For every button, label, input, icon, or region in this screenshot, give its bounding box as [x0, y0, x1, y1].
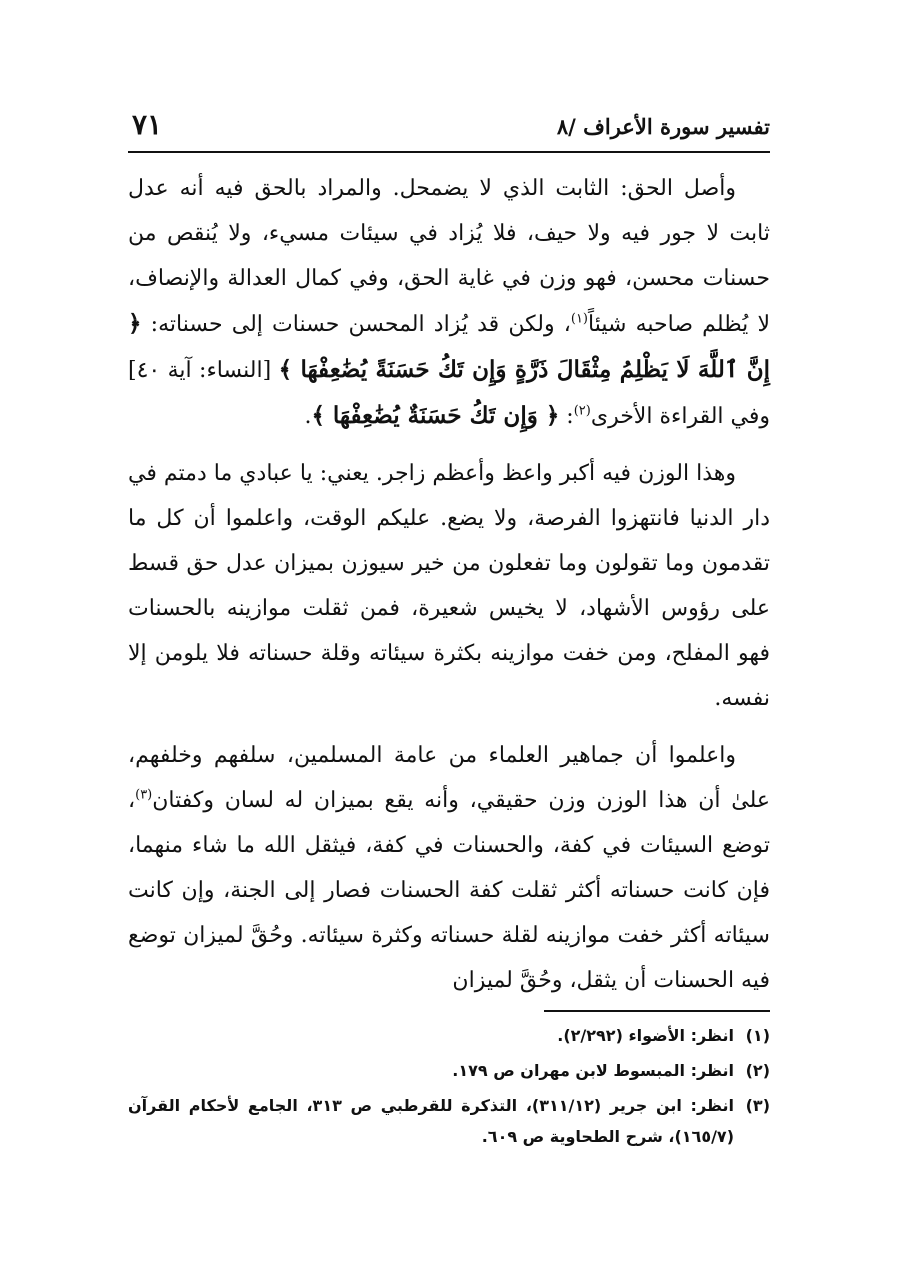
paragraph-1 [128, 166, 770, 439]
paragraph-3 [128, 733, 770, 1003]
footnote-2 [128, 1055, 770, 1086]
footnote-1 [128, 1020, 770, 1051]
footnote-mark: (٣) [745, 1096, 770, 1115]
footnote-rule [544, 1010, 770, 1012]
page-number: ٧١ [132, 108, 163, 141]
text-span: وأصل الحق: الثابت الذي لا يضمحل. والمراد بالحق فيه أنه عدل ثابت لا جور فيه ولا حيف، فلا يُزاد في سيئات مسيء، ولا يُنقص من حسنات محسن، فهو وزن في غاية الحق، وفي كمال العدالة والإنصاف، لا يُظلم صاحبه شيئاً [128, 176, 770, 337]
footnote-text: انظر: ابن جرير (٣١١/١٢)، التذكرة للقرطبي ص ٣١٣، الجامع لأحكام القرآن (١٦٥/٧)، شرح الطحاوية ص ٦٠٩. [128, 1096, 734, 1146]
text-span: . [304, 404, 312, 429]
page-header [128, 108, 770, 148]
text-span: : [559, 404, 574, 429]
quran-verse: ﴿ إِنَّ ٱللَّهَ لَا يَظْلِمُ مِثْقَالَ ذَرَّةٍ وَإِن تَكُ حَسَنَةً يُضَٰعِفْهَا ﴾ [128, 310, 770, 383]
footnote-ref-3[interactable]: (٣) [135, 787, 153, 803]
text-span: ، ولكن قد يُزاد المحسن حسنات إلى حسناته: [141, 312, 571, 337]
footnotes [128, 1020, 770, 1156]
footnote-ref-1[interactable]: (١) [570, 311, 588, 327]
quran-verse: ﴿ وَإِن تَكُ حَسَنَةٌ يُضَٰعِفْهَا ﴾ [311, 402, 560, 429]
footnote-mark: (٢) [745, 1061, 770, 1080]
footnote-mark: (١) [745, 1026, 770, 1045]
text-span: وهذا الوزن فيه أكبر واعظ وأعظم زاجر. يعني: يا عبادي ما دمتم في دار الدنيا فانتهزوا الفرصة، ولا يضع. عليكم الوقت، واعلموا أن كل ما تقدمون وما تقولون وما تفعلون من خير سيوزن بميزان عدل حق قسط على رؤوس الأشهاد، لا يخيس شعيرة، فمن ثقلت موازينه بالحسنات فهو المفلح، ومن خفت موازينه بكثرة سيئاته وقلة حسناته فلا يلومن إلا نفسه. [128, 461, 770, 711]
header-rule [128, 151, 770, 153]
footnote-text: انظر: الأضواء (٢/٢٩٢). [557, 1026, 734, 1045]
footnote-text: انظر: المبسوط لابن مهران ص ١٧٩. [452, 1061, 734, 1080]
paragraph-2 [128, 451, 770, 721]
running-title: تفسير سورة الأعراف /٨ [556, 114, 770, 139]
text-span: [النساء: آية ٤٠] وفي القراءة الأخرى [128, 358, 770, 429]
text-span: ، توضع السيئات في كفة، والحسنات في كفة، فيثقل الله ما شاء منهما، فإن كانت حسناته أكثر ثقلت كفة الحسنات فصار إلى الجنة، وإن كانت سيئاته أكثر خفت موازينه لقلة حسناته وكثرة سيئاته. وحُقَّ لميزان توضع فيه الحسنات أن يثقل، وحُقَّ لميزان [128, 788, 770, 993]
text-span: واعلموا أن جماهير العلماء من عامة المسلمين، سلفهم وخلفهم، علىٰ أن هذا الوزن وزن حقيقي، وأنه يقع بميزان له لسان وكفتان [128, 743, 770, 813]
main-text [128, 166, 770, 1015]
footnote-ref-2[interactable]: (٢) [573, 403, 591, 419]
footnote-3 [128, 1090, 770, 1152]
